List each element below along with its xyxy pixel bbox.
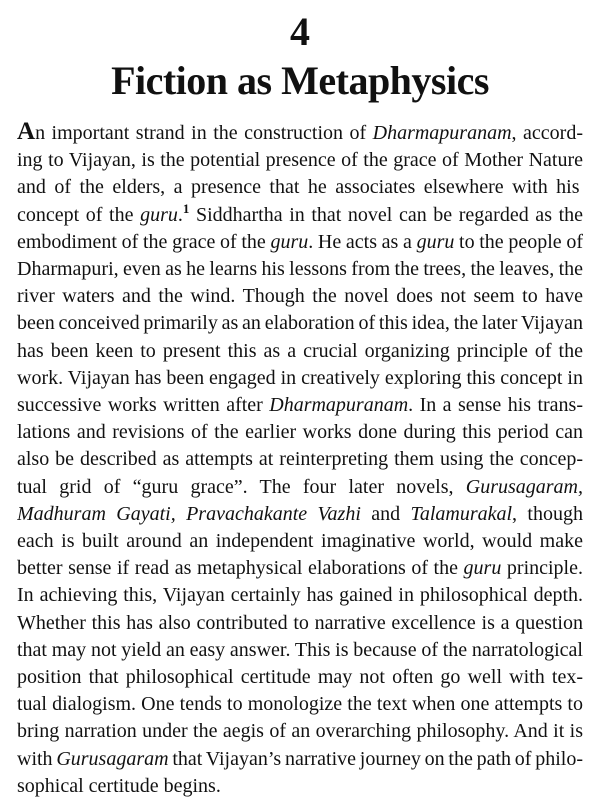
text-segment: river waters and the wind. Though the novel does not seem to have bbox=[17, 285, 583, 308]
text-line bbox=[17, 637, 583, 664]
text-line bbox=[17, 664, 583, 691]
italic-text: Dharmapuranam bbox=[269, 394, 409, 417]
text-line bbox=[17, 310, 583, 337]
text-segment: also be described as attempts at reinterpreting them using the concep- bbox=[17, 448, 583, 471]
text-segment: Dharmapuri, even as he learns his lessons from the trees, the leaves, the bbox=[17, 258, 583, 281]
text-segment: . In a sense his trans- bbox=[408, 394, 583, 417]
text-segment: tual grid of “guru grace”. The four later novels, bbox=[17, 475, 466, 498]
text-segment: . bbox=[177, 203, 183, 226]
text-line bbox=[17, 365, 583, 392]
text-line bbox=[17, 256, 583, 283]
italic-text: Dharmapuranam bbox=[372, 122, 512, 144]
text-segment: that Vijayan’s narrative journey on the path of philo- bbox=[168, 747, 583, 770]
italic-text: guru bbox=[270, 230, 309, 253]
text-line bbox=[17, 746, 583, 773]
text-line bbox=[17, 229, 583, 256]
text-line bbox=[17, 118, 583, 147]
body-paragraph bbox=[17, 118, 583, 800]
italic-text: guru bbox=[416, 230, 455, 253]
text-line bbox=[17, 718, 583, 745]
text-segment: bring narration under the aegis of an overarching philosophy. And it is bbox=[17, 720, 583, 743]
text-line bbox=[17, 174, 583, 201]
text-segment: concept of the bbox=[17, 203, 141, 226]
text-segment: and bbox=[360, 502, 411, 525]
text-line bbox=[17, 528, 583, 555]
text-segment: position that philosophical certitude may not often go well with tex- bbox=[17, 666, 583, 689]
text-segment: , accord- bbox=[511, 122, 583, 144]
text-line bbox=[17, 555, 583, 582]
drop-cap: A bbox=[17, 118, 36, 145]
text-segment: . He acts as a bbox=[308, 230, 417, 253]
italic-text: Madhuram Gayati, Pravachakante Vazhi bbox=[17, 502, 361, 525]
text-segment: better sense if read as metaphysical elaborations of the bbox=[17, 557, 464, 580]
text-line bbox=[17, 419, 583, 446]
text-segment: that may not yield an easy answer. This is because of the narratological bbox=[17, 638, 583, 661]
text-segment: with bbox=[17, 747, 57, 770]
text-segment: In achieving this, Vijayan certainly has gained in philosophical depth. bbox=[17, 584, 583, 607]
text-segment: and of the elders, a presence that he associates elsewhere with his bbox=[17, 176, 580, 199]
italic-text: guru bbox=[140, 203, 178, 226]
text-line bbox=[17, 202, 583, 229]
italic-text: Gurusagaram, bbox=[465, 475, 583, 498]
text-segment: each is built around an independent imaginative world, would make bbox=[17, 530, 583, 553]
text-line bbox=[17, 691, 583, 718]
text-segment: Siddhartha in that novel can be regarded as the bbox=[189, 203, 583, 226]
italic-text: Gurusagaram bbox=[56, 747, 169, 770]
text-line bbox=[17, 147, 583, 174]
italic-text: guru bbox=[463, 557, 502, 580]
text-segment: lations and revisions of the earlier works done during this period can bbox=[17, 421, 583, 444]
text-line bbox=[17, 392, 583, 419]
text-line bbox=[17, 501, 583, 528]
italic-text: Talamurakal bbox=[410, 502, 513, 525]
chapter-number: 4 bbox=[290, 9, 310, 54]
text-segment: embodiment of the grace of the bbox=[17, 230, 271, 253]
text-segment: sophical certitude begins. bbox=[17, 774, 221, 797]
text-segment: work. Vijayan has been engaged in creatively exploring this concept in bbox=[17, 366, 583, 389]
text-segment: principle. bbox=[501, 557, 583, 580]
text-segment: Whether this has also contributed to narrative excellence is a question bbox=[17, 611, 583, 634]
text-line bbox=[17, 773, 583, 800]
text-line bbox=[17, 474, 583, 501]
text-line bbox=[17, 446, 583, 473]
text-segment: has been keen to present this as a crucial organizing principle of the bbox=[17, 339, 583, 362]
text-line bbox=[17, 338, 583, 365]
text-segment: successive works written after bbox=[17, 394, 270, 417]
text-line bbox=[17, 283, 583, 310]
text-segment: to the people of bbox=[454, 230, 583, 253]
text-segment: tual dialogism. One tends to monologize the text when one attempts to bbox=[17, 693, 583, 716]
chapter-title: Fiction as Metaphysics bbox=[111, 58, 489, 103]
text-line bbox=[17, 610, 583, 637]
text-segment: been conceived primarily as an elaboration of this idea, the later Vijayan bbox=[17, 312, 583, 335]
footnote-marker: 1 bbox=[182, 201, 190, 216]
text-segment: ing to Vijayan, is the potential presence of the grace of Mother Nature bbox=[17, 149, 583, 172]
text-segment: n important strand in the construction of bbox=[35, 122, 373, 144]
text-segment: , though bbox=[512, 502, 583, 525]
text-line bbox=[17, 582, 583, 609]
